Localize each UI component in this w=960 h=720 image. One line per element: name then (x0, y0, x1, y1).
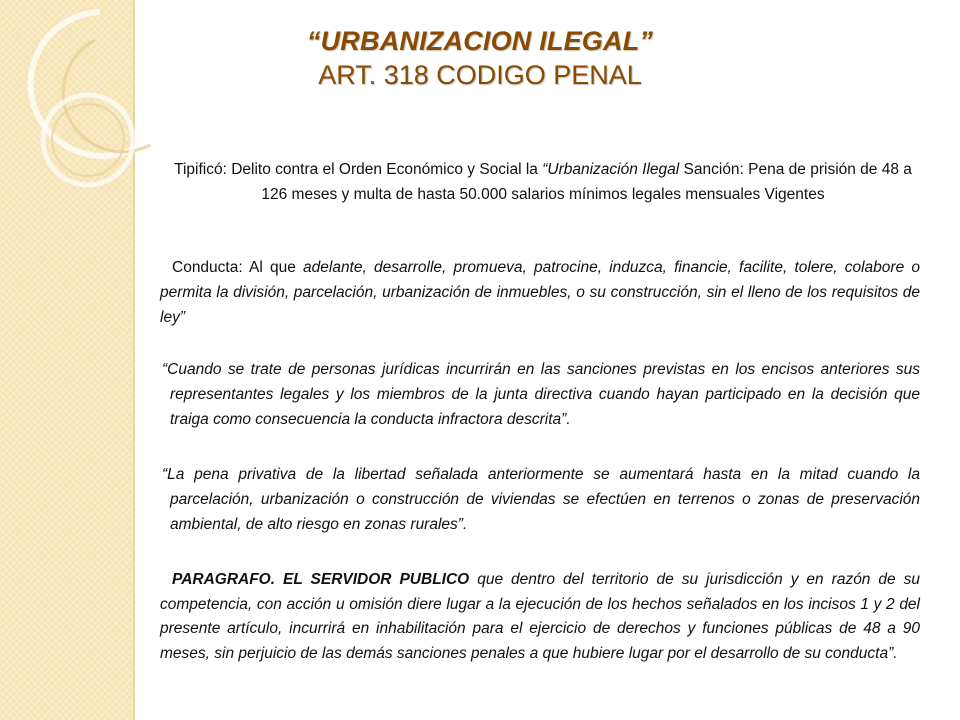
p1-text-a: Tipificó: Delito contra el Orden Económico y Social la (174, 161, 543, 178)
p5-text: que dentro del territorio de su jurisdicción y en razón de su competencia, con acción u omisión diere lugar a la ejecución de los hechos señalados en los incisos 1 y 2 del presente artículo, incurrirá en inhabilitación para el ejercicio de derechos y funciones públicas de 48 a 90 meses, sin perjuicio de las demás sanciones penales a que hubiere lugar por el desarrollo de su conducta”. (160, 571, 921, 662)
slide-title: “URBANIZACION ILEGAL” (306, 26, 654, 56)
paragraph-paragrafo (160, 568, 920, 666)
p1-text-c: Sanción: Pena de prisión de 48 a 126 meses y multa de hasta 50.000 salarios mínimos legales mensuales Vigentes (261, 161, 912, 203)
paragraph-conducta (160, 255, 920, 330)
paragraph-tipificacion (166, 157, 920, 207)
slide-subtitle: ART. 318 CODIGO PENAL (318, 60, 642, 90)
p3-text: “Cuando se trate de personas jurídicas incurrirán en las sanciones previstas en los encisos anteriores sus representantes legales y los miembros de la junta directiva cuando hayan participado en la decisión que traiga como consecuencia la conducta infractora descrita”. (162, 361, 920, 428)
p1-text-b: “Urbanización Ilegal (542, 161, 680, 178)
p4-text: “La pena privativa de la libertad señalada anteriormente se aumentará hasta en la mitad cuando la parcelación, urbanización o construcción de viviendas se efectúen en terrenos o zonas de preservación ambiental, de alto riesgo en zonas rurales”. (162, 466, 920, 533)
p5-bold-text: PARAGRAFO. EL SERVIDOR PUBLICO (172, 571, 470, 588)
p2-text-b: adelante, desarrolle, promueva, patrocine, induzca, financie, facilite, tolere, colabore o permita la división, parcelación, urbanización de inmuebles, o su construcción, sin el lleno de los requisitos de ley” (160, 259, 920, 326)
paragraph-personas-juridicas (150, 357, 920, 432)
paragraph-pena-aumentada (150, 462, 920, 537)
ring-large (31, 12, 165, 156)
p2-text-a: Conducta: Al que (172, 259, 304, 276)
